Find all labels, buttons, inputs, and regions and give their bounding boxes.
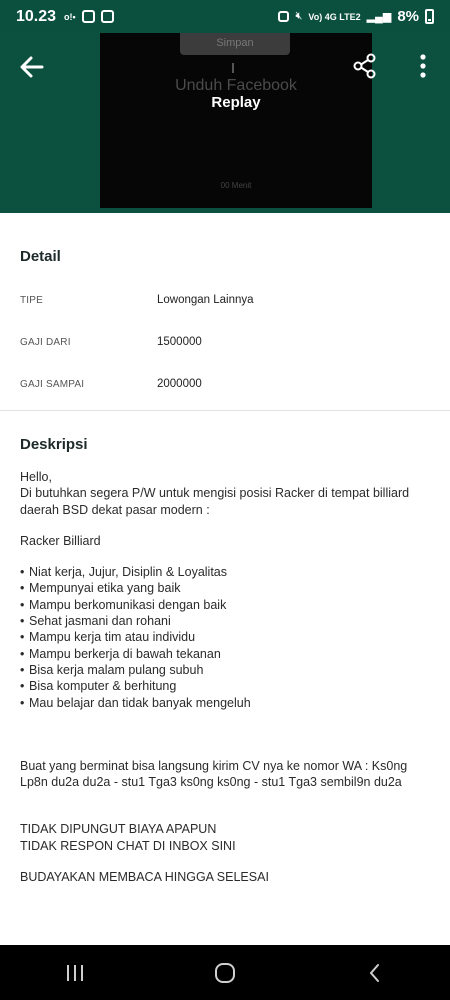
status-notification-icons <box>64 10 114 23</box>
nav-back-button[interactable] <box>345 953 405 993</box>
share-button[interactable] <box>348 49 382 83</box>
mute-icon: 🔇︎ <box>295 10 303 22</box>
notice-no-fee: TIDAK DIPUNGUT BIAYA APAPUN <box>20 822 217 837</box>
detail-key: GAJI DARI <box>20 336 71 348</box>
description-body <box>20 469 430 885</box>
description-title: Deskripsi <box>20 436 88 453</box>
notification-icon <box>101 10 114 23</box>
network-label: Vo) 4G LTE2 <box>308 11 361 22</box>
requirements-list <box>20 564 430 711</box>
share-icon <box>348 49 382 83</box>
system-nav-bar <box>0 945 450 1000</box>
more-button[interactable] <box>406 49 440 83</box>
list-item: • Mampu berkomunikasi dengan baik <box>20 597 430 613</box>
detail-value: Lowongan Lainnya <box>157 294 254 306</box>
recents-icon <box>63 961 87 985</box>
more-vertical-icon <box>406 49 440 83</box>
detail-row-salary-from <box>20 321 430 363</box>
detail-key: TIPE <box>20 294 44 306</box>
signal-icon: ▂▄▆ <box>366 11 392 23</box>
description-contact: Buat yang berminat bisa langsung kirim CV nya ke nomor WA : Ks0ng Lp8n du2a du2a - stu1 Tga3 ks0ng ks0ng - stu1 Tga3 sembil9n du2a <box>20 758 408 790</box>
nav-back-icon <box>363 961 387 985</box>
list-item: • Mampu kerja tim atau individu <box>20 629 430 645</box>
description-position: Racker Billiard <box>20 533 101 548</box>
description-section <box>0 411 450 885</box>
detail-row-type <box>20 279 430 321</box>
recents-button[interactable] <box>45 953 105 993</box>
video-duration: 00 Menit <box>220 181 252 190</box>
download-arrow-icon <box>232 63 234 73</box>
alarm-icon <box>278 11 289 22</box>
list-item: • Niat kerja, Jujur, Disiplin & Loyalitas <box>20 564 430 580</box>
back-button[interactable] <box>14 49 50 85</box>
home-icon <box>213 961 237 985</box>
description-greeting: Hello, <box>20 470 52 484</box>
arrow-left-icon <box>14 49 50 85</box>
notice-read-all: BUDAYAKAN MEMBACA HINGGA SELESAI <box>20 870 269 885</box>
job-content <box>0 213 450 885</box>
app-header <box>0 33 450 213</box>
status-bar <box>0 0 450 33</box>
list-item: • Sehat jasmani dan rohani <box>20 613 430 629</box>
list-item: • Bisa komputer & berhitung <box>20 678 430 694</box>
detail-row-salary-to <box>20 363 430 405</box>
description-intro: Di butuhkan segera P/W untuk mengisi posisi Racker di tempat billiard daerah BSD dekat pasar modern : <box>20 486 410 517</box>
battery-icon <box>425 9 434 24</box>
battery-percent: 8% <box>397 8 419 25</box>
detail-value: 2000000 <box>157 378 202 390</box>
detail-title: Detail <box>20 248 61 265</box>
list-item: • Mempunyai etika yang baik <box>20 580 430 596</box>
video-overlay-title: Unduh Facebook <box>175 77 297 94</box>
list-item: • Mampu berkerja di bawah tekanan <box>20 646 430 662</box>
detail-value: 1500000 <box>157 336 202 348</box>
notice-no-inbox: TIDAK RESPON CHAT DI INBOX SINI <box>20 838 236 853</box>
replay-button[interactable]: Replay <box>211 94 261 111</box>
notification-icon: o!• <box>64 11 76 22</box>
status-time: 10.23 <box>16 7 57 25</box>
status-system-icons <box>278 8 434 25</box>
home-button[interactable] <box>195 953 255 993</box>
detail-key: GAJI SAMPAI <box>20 378 85 390</box>
detail-section <box>0 213 450 411</box>
list-item: • Bisa kerja malam pulang subuh <box>20 662 430 678</box>
notification-icon <box>82 10 95 23</box>
video-ghost-button: Simpan <box>180 33 290 55</box>
video-player[interactable] <box>100 33 372 208</box>
list-item: • Mau belajar dan tidak banyak mengeluh <box>20 695 430 711</box>
